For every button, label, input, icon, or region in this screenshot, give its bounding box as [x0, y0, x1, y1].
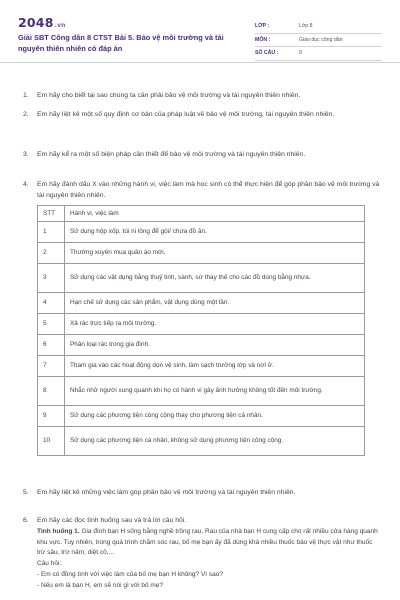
meta-key: SỐ CÂU : [255, 50, 279, 57]
meta-info [255, 20, 382, 61]
meta-value: Lớp 8 [299, 23, 313, 29]
table-row [38, 243, 365, 264]
question-4 [23, 180, 381, 201]
meta-row-subject [255, 34, 382, 48]
question-text: Em hãy đánh dấu X vào những hành vi, việc làm mà học sinh có thể thực hiện để góp phần bảo vệ môi trường và tài nguyên thiên nhiên. [37, 181, 380, 199]
meta-value: Giáo dục công dân [299, 36, 343, 43]
cell-behavior: Xả rác trực tiếp ra môi trường. [65, 314, 365, 335]
cell-behavior: Thường xuyên mua quần áo mới. [65, 243, 365, 264]
table-row [38, 377, 365, 406]
table-row [38, 293, 365, 314]
cell-stt: 1 [38, 222, 65, 243]
logo-text: 2048 [18, 15, 54, 30]
question-2 [23, 110, 381, 121]
question-6 [23, 516, 381, 527]
cell-behavior: Sử dụng hộp xốp, túi ni lông để gói/ chứa đồ ăn. [65, 222, 365, 243]
header-divider [0, 62, 400, 63]
table-row [38, 314, 365, 335]
question-5 [23, 488, 381, 499]
cell-stt: 8 [38, 377, 65, 406]
question-text: Em hãy liệt kê những việc làm góp phần bảo vệ môi trường và tài nguyên thiên nhiên. [37, 489, 296, 496]
cell-stt: 6 [38, 335, 65, 356]
cell-stt: 7 [38, 356, 65, 377]
cell-behavior: Nhắc nhở người xung quanh khi họ có hành vi gây ảnh hưởng không tốt đến môi trường. [65, 377, 365, 406]
question-number: 4. [23, 181, 29, 188]
cell-behavior: Sử dụng các phương tiện cá nhân, không sử dụng phương tiện công cộng. [65, 427, 365, 456]
question-3 [23, 150, 381, 161]
cell-stt: 10 [38, 427, 65, 456]
column-header-behavior: Hành vi, việc làm [65, 206, 365, 222]
meta-key: LỚP : [255, 23, 270, 29]
table-row [38, 427, 365, 456]
question-text: Em hãy cho biết tại sao chúng ta cần phải bảo vệ môi trường và tài nguyên thiên nhiên. [37, 92, 301, 99]
cell-stt: 2 [38, 243, 65, 264]
question-text: Em hãy liệt kê một số quy định cơ bản của pháp luật về bảo vệ môi trường, tài nguyên thiên nhiên. [37, 111, 335, 118]
table-header-row [38, 206, 365, 222]
case-text: Gia đình bạn H sống bằng nghề trồng rau. Rau của nhà bạn H cung cấp cho rất nhiều cửa hàng quanh khu vực. Tuy nhiên, trong quá trình chăm sóc rau, bố mẹ bạn ấy đã dùng khá nhiều thuốc bảo vệ thực vật như thuốc trừ sâu, trừ nấm, diệt cỏ,... [37, 528, 378, 557]
cell-stt: 3 [38, 264, 65, 293]
column-header-stt: STT [38, 206, 65, 222]
table-row [38, 335, 365, 356]
question-number: 6. [23, 517, 29, 524]
question-number: 3. [23, 151, 29, 158]
meta-value: 9 [299, 50, 302, 57]
question-number: 2. [23, 111, 29, 118]
meta-row-grade [255, 20, 382, 34]
site-logo[interactable] [18, 15, 66, 30]
case-label: Tình huống 1. [37, 528, 80, 535]
cell-behavior: Hạn chế sử dụng các sản phẩm, vật dụng dùng một lần. [65, 293, 365, 314]
cell-behavior: Tham gia vào các hoạt động dọn vệ sinh, làm sạch trường lớp và nơi ở. [65, 356, 365, 377]
case-study [37, 527, 382, 591]
case-question-2: - Nếu em là bạn H, em sẽ nói gì với bố mẹ? [37, 581, 164, 589]
case-paragraph [37, 527, 382, 559]
cell-stt: 5 [38, 314, 65, 335]
question-number: 5. [23, 489, 29, 496]
cell-stt: 9 [38, 406, 65, 427]
case-ask: Câu hỏi: [37, 560, 62, 568]
table-row [38, 406, 365, 427]
cell-behavior: Sử dụng các phương tiện công cộng thay cho phương tiện cá nhân. [65, 406, 365, 427]
cell-stt: 4 [38, 293, 65, 314]
table-row [38, 356, 365, 377]
table-row [38, 264, 365, 293]
case-question-1: - Em có đồng tình với việc làm của bố mẹ bạn H không? Vì sao? [37, 570, 223, 578]
cell-behavior: Sử dụng các vật dụng bằng thuỷ tinh, sành, sứ thay thế cho các đồ dùng bằng nhựa. [65, 264, 365, 293]
behavior-table [37, 205, 365, 456]
cell-behavior: Phân loại rác trong gia đình. [65, 335, 365, 356]
document-title: Giải SBT Công dân 8 CTST Bài 5. Bảo vệ môi trường và tài nguyên thiên nhiên có đáp án [18, 33, 224, 53]
question-1 [23, 91, 381, 102]
page-header [18, 10, 382, 56]
question-number: 1. [23, 92, 29, 99]
meta-key: MÔN : [255, 36, 271, 43]
table-row [38, 222, 365, 243]
question-text: Em hãy các đọc tình huống sau và trả lời câu hỏi. [37, 517, 187, 524]
meta-row-count [255, 47, 382, 61]
question-text: Em hãy kể ra một số biện pháp cần thiết để bảo vệ môi trường và tài nguyên thiên nhiên. [37, 151, 306, 158]
logo-suffix: .vn [54, 22, 66, 29]
